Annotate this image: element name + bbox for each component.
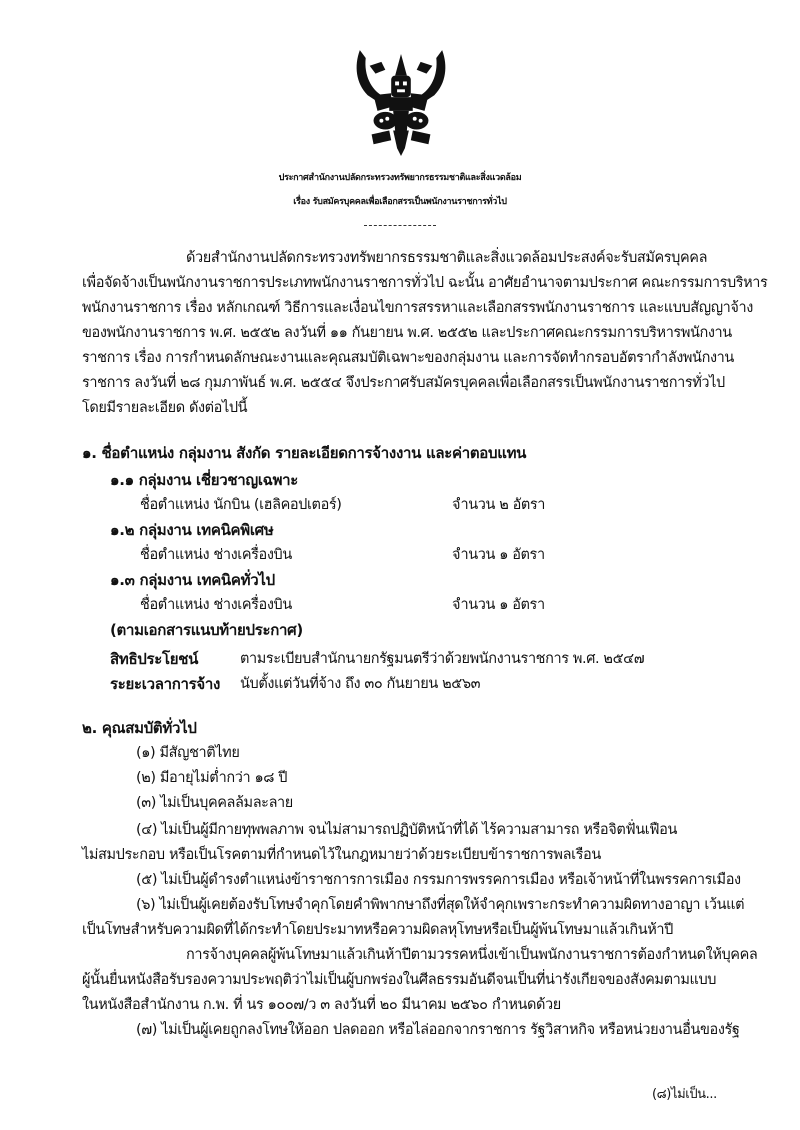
job-group: ๑.๓ กลุ่มงาน เทคนิคทั่วไป xyxy=(110,571,275,589)
qualification-item: (๓) ไม่เป็นบุคคลล้มละลาย xyxy=(136,795,293,811)
section-1-heading: ๑. ชื่อตำแหน่ง กลุ่มงาน สังกัด รายละเอียดการจ้างงาน และค่าตอบแทน xyxy=(82,444,527,462)
period-label: ระยะเวลาการจ้าง xyxy=(110,675,221,693)
announcement-subject: เรื่อง รับสมัครบุคคลเพื่อเลือกสรรเป็นพนักงานราชการทั่วไป xyxy=(293,197,507,207)
intro-line: พนักงานราชการ เรื่อง หลักเกณฑ์ วิธีการและเงื่อนไขการสรรหาและเลือกสรรพนักงานราชการ และแบบสัญญาจ้าง xyxy=(82,300,753,316)
intro-line: ราชการ ลงวันที่ ๒๘ กุมภาพันธ์ พ.ศ. ๒๕๕๔ จึงประกาศรับสมัครบุคคลเพื่อเลือกสรรเป็นพนักงานราชการทั่วไป xyxy=(82,375,725,391)
qualification-item: ในหนังสือสำนักงาน ก.พ. ที่ นร ๑๐๐๗/ว ๓ ลงวันที่ ๒๐ มีนาคม ๒๕๖๐ กำหนดด้วย xyxy=(82,997,561,1013)
qualification-item: (๗) ไม่เป็นผู้เคยถูกลงโทษให้ออก ปลดออก หรือไล่ออกจากราชการ รัฐวิสาหกิจ หรือหน่วยงานอื่นของรัฐ xyxy=(136,1022,740,1038)
intro-line: ของพนักงานราชการ พ.ศ. ๒๕๕๒ ลงวันที่ ๑๑ กันยายน พ.ศ. ๒๕๕๒ และประกาศคณะกรรมการบริหารพนักงาน xyxy=(82,325,732,341)
intro-line: ด้วยสำนักงานปลัดกระทรวงทรัพยากรธรรมชาติและสิ่งแวดล้อมประสงค์จะรับสมัครบุคคล xyxy=(186,250,708,266)
section-2-heading: ๒. คุณสมบัติทั่วไป xyxy=(82,719,197,737)
benefits-value: ตามระเบียบสำนักนายกรัฐมนตรีว่าด้วยพนักงานราชการ พ.ศ. ๒๕๔๗ xyxy=(240,651,645,667)
qualification-item: (๖) ไม่เป็นผู้เคยต้องรับโทษจำคุกโดยคำพิพากษาถึงที่สุดให้จำคุกเพราะกระทำความผิดทางอาญา เว้นแต่ xyxy=(136,897,745,913)
job-position: ชื่อตำแหน่ง ช่างเครื่องบิน xyxy=(140,597,292,613)
job-position: ชื่อตำแหน่ง ช่างเครื่องบิน xyxy=(140,547,292,563)
qualification-item: (๕) ไม่เป็นผู้ดำรงตำแหน่งข้าราชการการเมือง กรรมการพรรคการเมือง หรือเจ้าหน้าที่ในพรรคการเมือง xyxy=(136,872,741,888)
intro-line: ราชการ เรื่อง การกำหนดลักษณะงานและคุณสมบัติเฉพาะของกลุ่มงาน และการจัดทำกรอบอัตรากำลังพนักงาน xyxy=(82,350,734,366)
period-value: นับตั้งแต่วันที่จ้าง ถึง ๓๐ กันยายน ๒๕๖๓ xyxy=(240,676,481,692)
qualification-item: ไม่สมประกอบ หรือเป็นโรคตามที่กำหนดไว้ในกฎหมายว่าด้วยระเบียบข้าราชการพลเรือน xyxy=(82,847,601,863)
intro-line: เพื่อจัดจ้างเป็นพนักงานราชการประเภทพนักงานราชการทั่วไป ฉะนั้น อาศัยอำนาจตามประกาศ คณะกรรมการบริหาร xyxy=(82,275,768,291)
job-group: ๑.๑ กลุ่มงาน เชี่ยวชาญเฉพาะ xyxy=(110,471,299,489)
qualification-item: ผู้นั้นยื่นหนังสือรับรองความประพฤติว่าไม่เป็นผู้บกพร่องในศีลธรรมอันดีจนเป็นที่น่ารังเกียจของสังคมตามแบบ xyxy=(82,972,717,988)
continued-marker: (๘)ไม่เป็น... xyxy=(652,1087,717,1102)
job-count: จำนวน ๒ อัตรา xyxy=(452,497,546,513)
attachment-note: (ตามเอกสารแนบท้ายประกาศ) xyxy=(110,621,303,639)
qualification-item: การจ้างบุคคลผู้พ้นโทษมาแล้วเกินห้าปีตามวรรคหนึ่งเข้าเป็นพนักงานราชการต้องกำหนดให้บุคคล xyxy=(186,947,758,963)
job-count: จำนวน ๑ อัตรา xyxy=(452,547,545,563)
qualification-item: (๒) มีอายุไม่ต่ำกว่า ๑๘ ปี xyxy=(136,770,288,786)
intro-line: โดยมีรายละเอียด ดังต่อไปนี้ xyxy=(82,400,248,416)
benefits-label: สิทธิประโยชน์ xyxy=(110,650,199,668)
qualification-item: (๔) ไม่เป็นผู้มีกายทุพพลภาพ จนไม่สามารถปฏิบัติหน้าที่ได้ ไร้ความสามารถ หรือจิตฟั่นเฟือน xyxy=(136,822,677,838)
garuda-emblem-icon xyxy=(352,46,450,164)
job-position: ชื่อตำแหน่ง นักบิน (เฮลิคอปเตอร์) xyxy=(140,497,342,513)
job-group: ๑.๒ กลุ่มงาน เทคนิคพิเศษ xyxy=(110,521,274,539)
job-count: จำนวน ๑ อัตรา xyxy=(452,597,545,613)
qualification-item: (๑) มีสัญชาติไทย xyxy=(136,745,240,761)
announcement-title: ประกาศสำนักงานปลัดกระทรวงทรัพยากรธรรมชาติและสิ่งแวดล้อม xyxy=(278,173,522,183)
qualification-item: เป็นโทษสำหรับความผิดที่ได้กระทำโดยประมาทหรือความผิดลหุโทษหรือเป็นผู้พ้นโทษมาแล้วเกินห้าปี xyxy=(82,922,673,938)
title-divider xyxy=(364,225,436,226)
